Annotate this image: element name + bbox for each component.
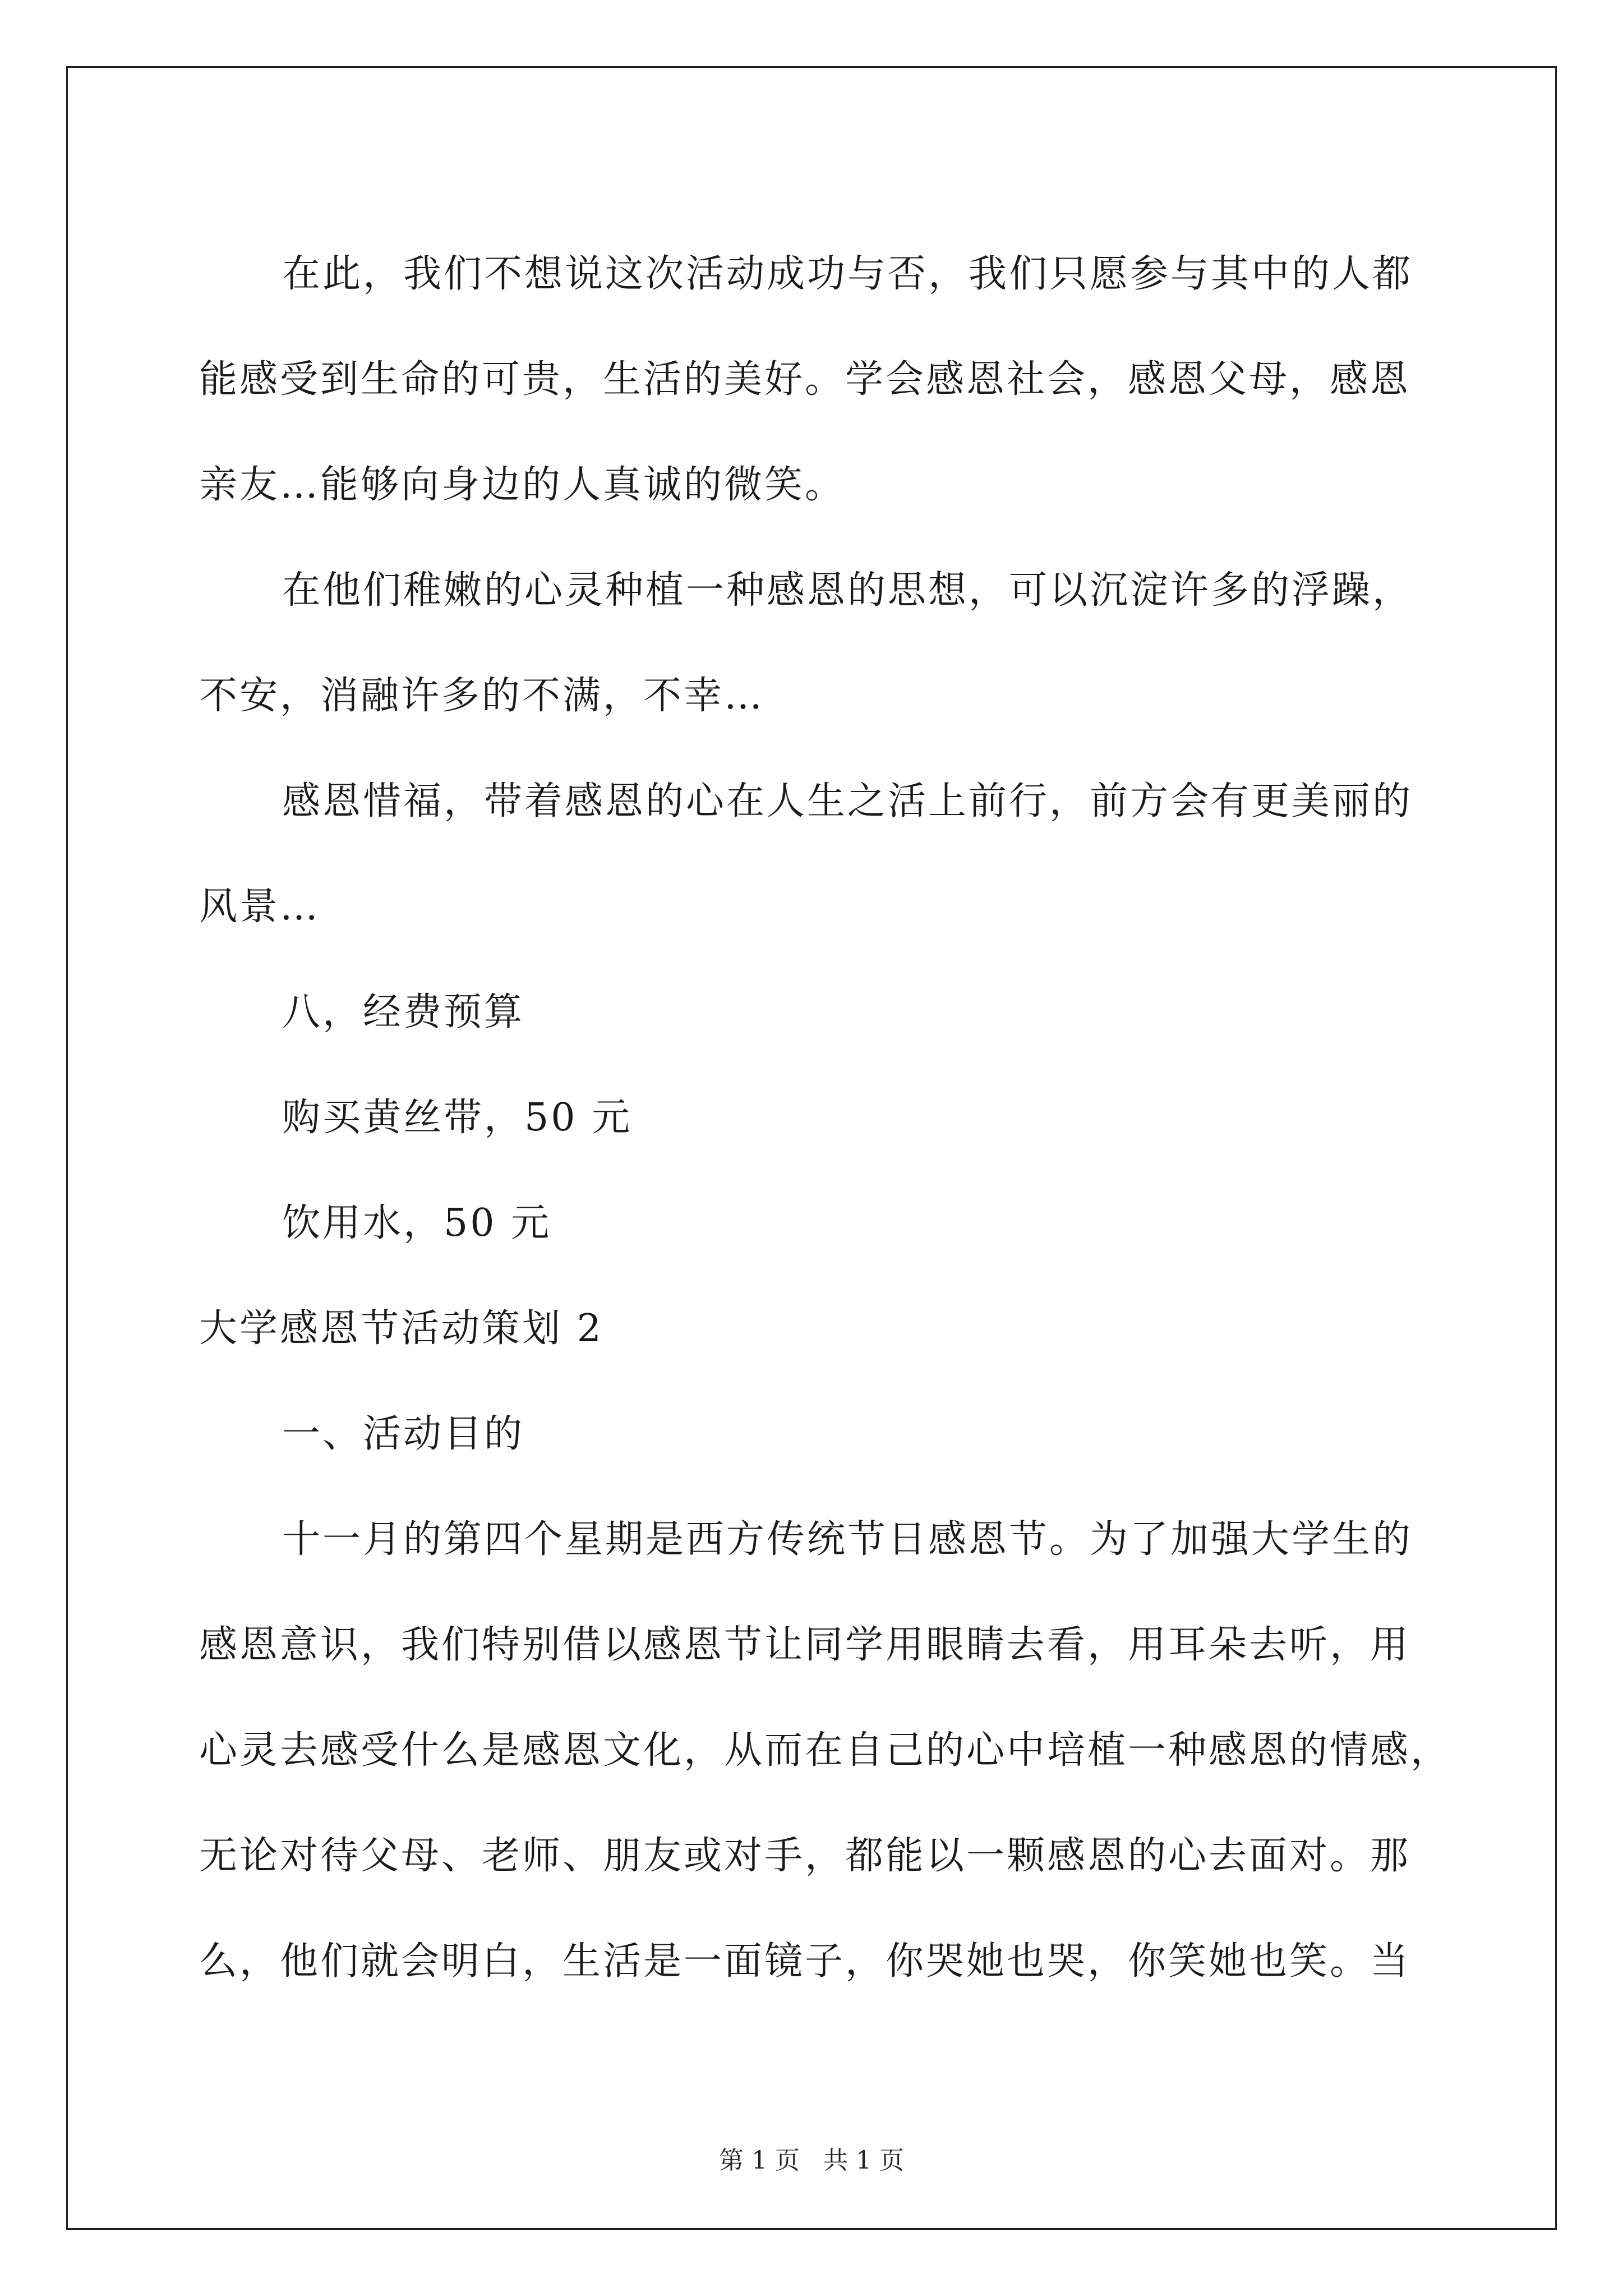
section-heading: 八，经费预算 [282, 990, 525, 1034]
paragraph-line: 能感受到生命的可贵，生活的美好。学会感恩社会，感恩父母，感恩 [199, 357, 1411, 402]
section-heading: 一、活动目的 [282, 1412, 525, 1456]
paragraph-line: 不安，消融许多的不满，不幸… [199, 674, 765, 718]
budget-item: 饮用水，50 元 [282, 1201, 552, 1245]
page-number: 第 1 页 [719, 2146, 800, 2175]
paragraph-line: 无论对待父母、老师、朋友或对手，都能以一颗感恩的心去面对。那 [199, 1834, 1411, 1878]
paragraph-line: 十一月的第四个星期是西方传统节日感恩节。为了加强大学生的 [282, 1517, 1413, 1562]
paragraph-line: 亲友…能够向身边的人真诚的微笑。 [199, 463, 846, 507]
paragraph-line: 心灵去感受什么是感恩文化，从而在自己的心中培植一种感恩的情感， [199, 1728, 1451, 1773]
paragraph-line: 么，他们就会明白，生活是一面镜子，你哭她也哭，你笑她也笑。当 [199, 1939, 1411, 1984]
document-body [199, 222, 1450, 2014]
page-footer [0, 2144, 1623, 2178]
paragraph-line: 在此，我们不想说这次活动成功与否，我们只愿参与其中的人都 [282, 252, 1413, 296]
document-title: 大学感恩节活动策划 2 [199, 1306, 603, 1351]
paragraph-line: 感恩惜福，带着感恩的心在人生之活上前行，前方会有更美丽的 [282, 779, 1413, 823]
paragraph-line: 风景… [199, 885, 321, 929]
paragraph-line: 在他们稚嫩的心灵种植一种感恩的思想，可以沉淀许多的浮躁， [282, 568, 1413, 613]
paragraph-line: 感恩意识，我们特别借以感恩节让同学用眼睛去看，用耳朵去听，用 [199, 1623, 1411, 1667]
page-total: 共 1 页 [823, 2146, 904, 2175]
budget-item: 购买黄丝带，50 元 [282, 1096, 633, 1140]
